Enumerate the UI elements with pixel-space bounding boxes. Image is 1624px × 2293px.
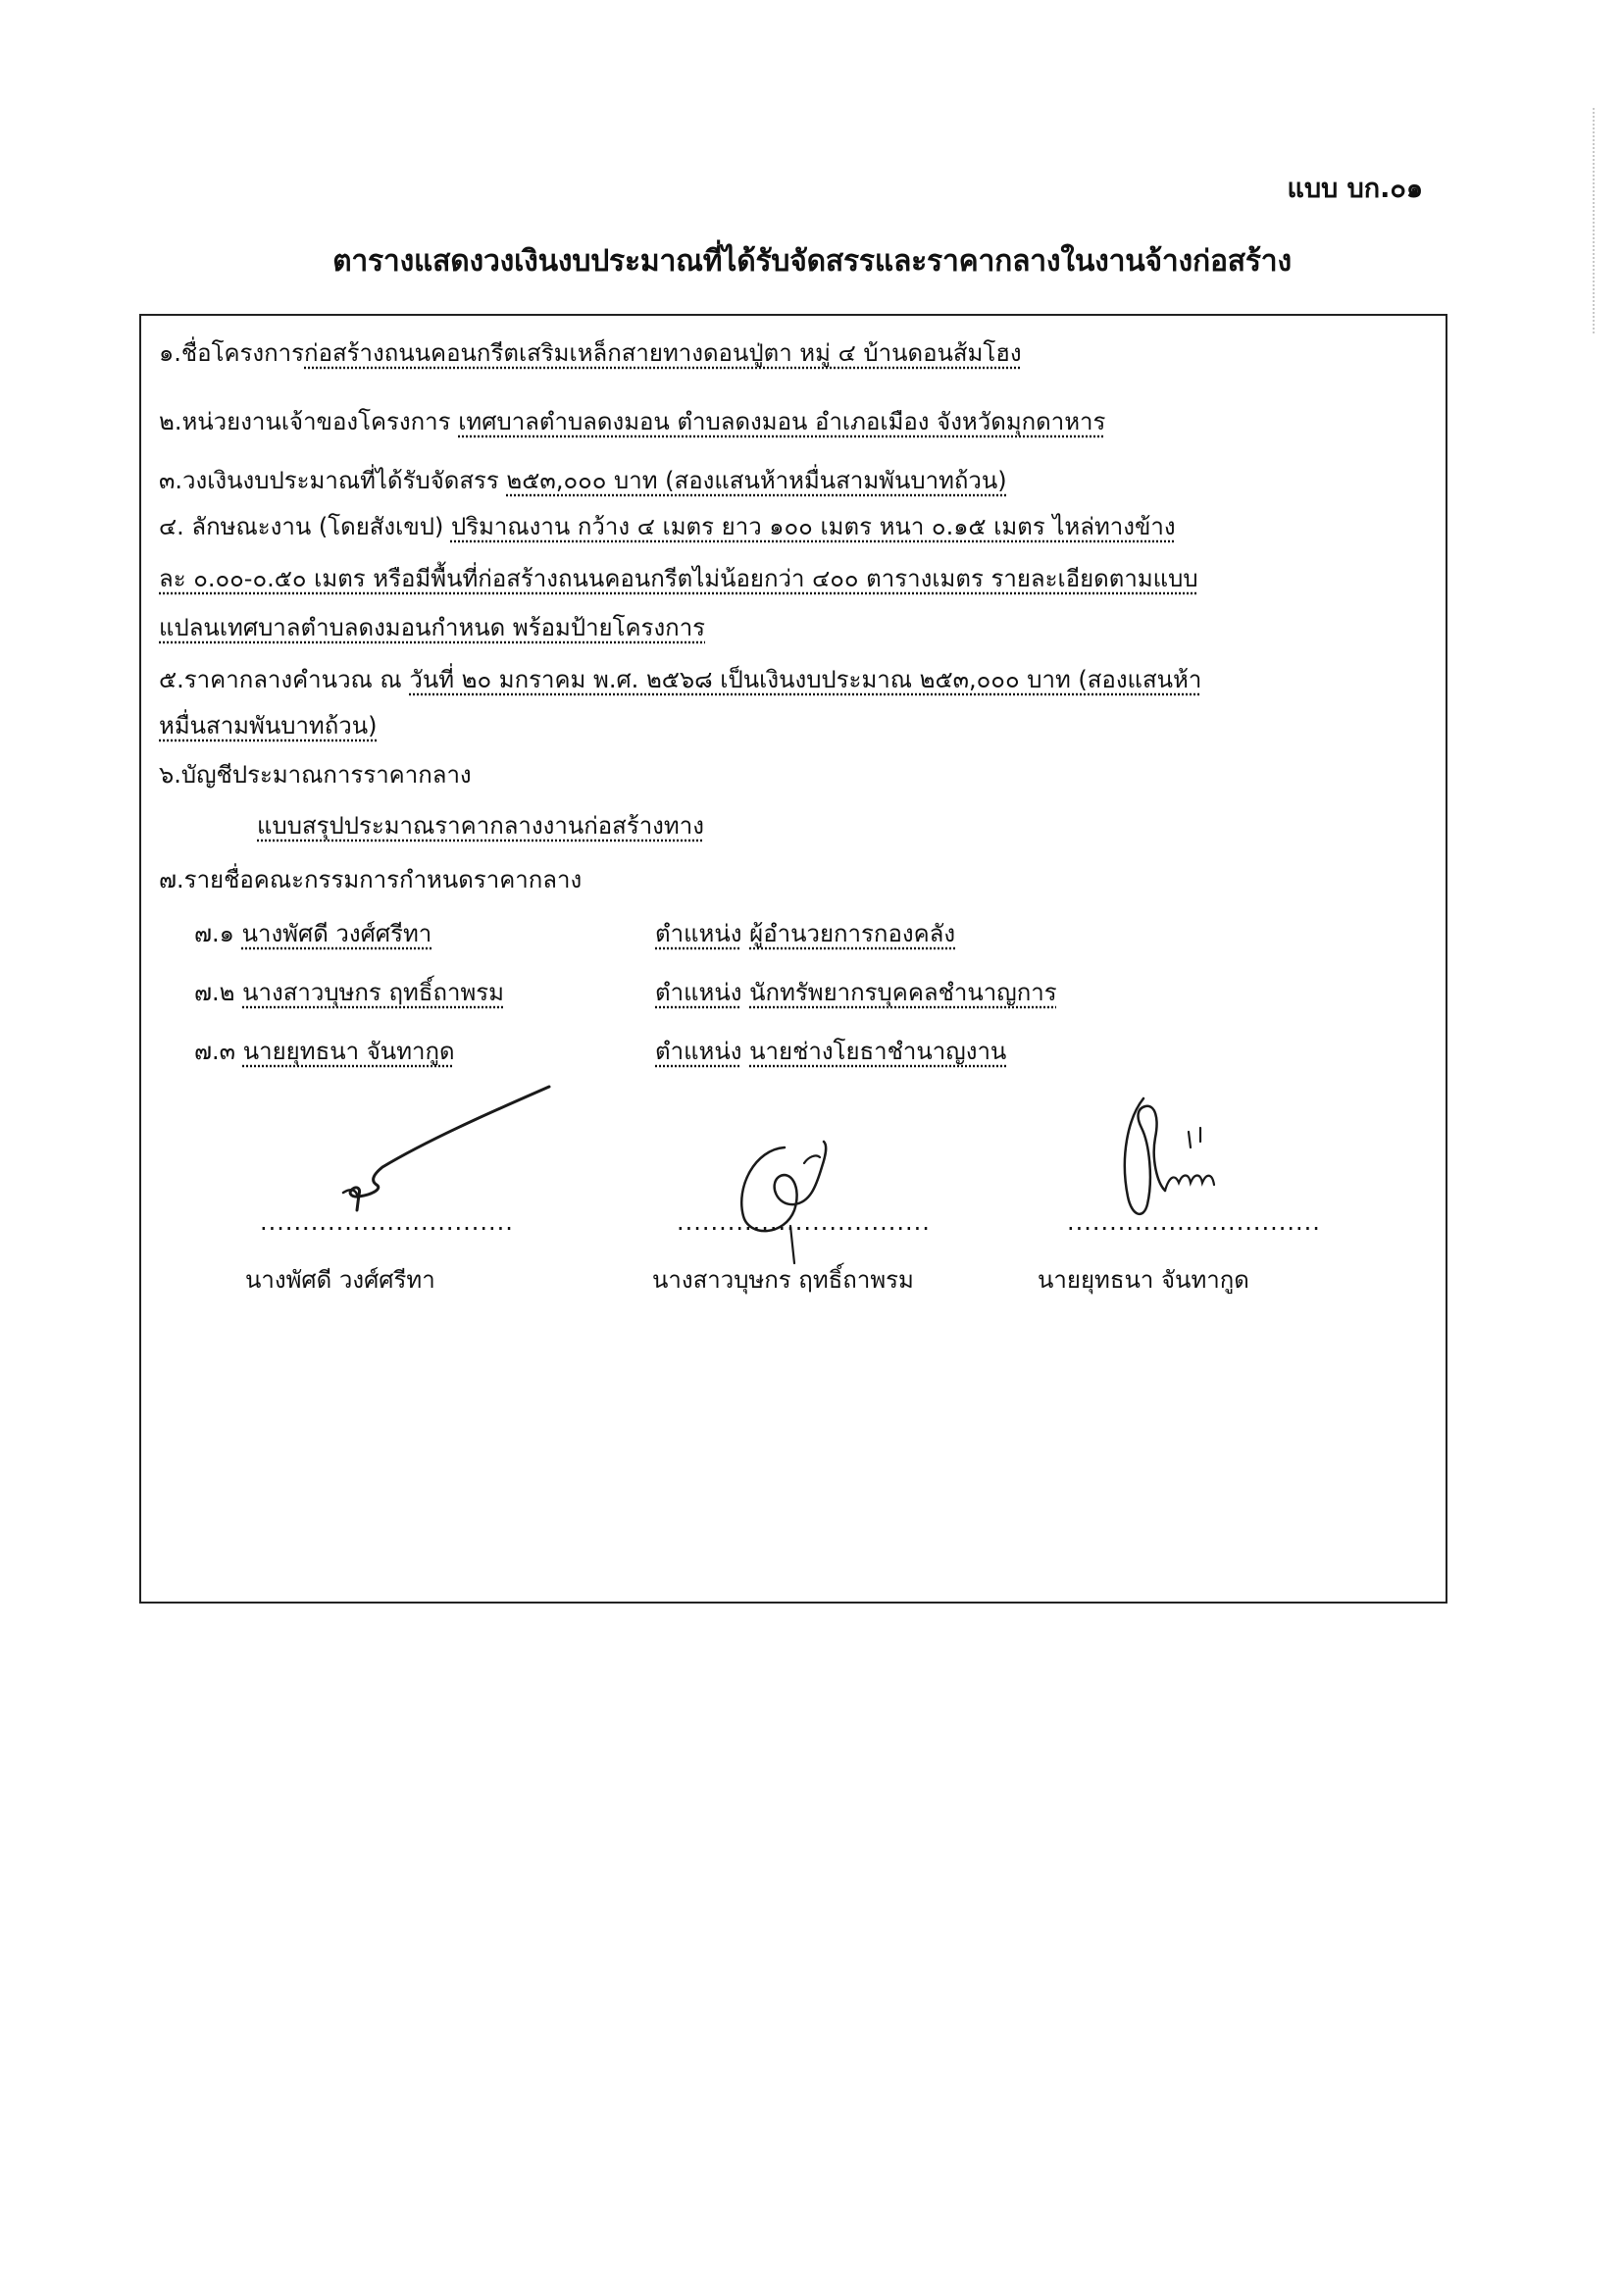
member-position: ผู้อำนวยการกองคลัง	[749, 920, 956, 947]
item4-line1: ปริมาณงาน กว้าง ๔ เมตร ยาว ๑๐๐ เมตร หนา ๐.๑๕ เมตร ไหล่ทางข้าง	[450, 513, 1176, 540]
form-code: แบบ บก.๐๑	[1287, 174, 1423, 204]
item6-sub-row	[257, 811, 704, 841]
item6-sub: แบบสรุปประมาณราคากลางงานก่อสร้างทาง	[257, 812, 704, 840]
item6-row	[159, 760, 472, 790]
position-label: ตำแหน่ง	[655, 979, 742, 1006]
item3-value: ๒๕๓,๐๐๐ บาท (สองแสนห้าหมื่นสามพันบาทถ้วน)	[506, 467, 1007, 494]
committee-position-row	[655, 978, 1057, 1007]
signature-2	[726, 1128, 863, 1265]
position-label: ตำแหน่ง	[655, 920, 742, 947]
signature-1	[314, 1079, 569, 1216]
item2-label: ๒.หน่วยงานเจ้าของโครงการ	[159, 408, 451, 435]
signatory-name: นางพัศดี วงศ์ศรีทา	[245, 1266, 435, 1294]
committee-member-row	[194, 1037, 455, 1066]
item3-row	[159, 466, 1007, 495]
item4-label: ๔. ลักษณะงาน (โดยสังเขป)	[159, 513, 444, 540]
signature-line: ..............................	[260, 1208, 514, 1236]
member-name: นางพัศดี วงศ์ศรีทา	[241, 920, 432, 947]
committee-member-row	[194, 919, 431, 948]
item4-line2: ละ ๐.๐๐-๐.๕๐ เมตร หรือมีพื้นที่ก่อสร้างถนนคอนกรีตไม่น้อยกว่า ๔๐๐ ตารางเมตร รายละเอียดตามแบบ	[159, 565, 1198, 592]
item3-label: ๓.วงเงินงบประมาณที่ได้รับจัดสรร	[159, 467, 499, 494]
member-position: นักทรัพยากรบุคคลชำนาญการ	[749, 979, 1057, 1006]
member-number: ๗.๑	[194, 920, 234, 947]
committee-position-row	[655, 919, 955, 948]
item7-label: ๗.รายชื่อคณะกรรมการกำหนดราคากลาง	[159, 866, 583, 893]
signatory-name: นายยุทธนา จันทากูด	[1038, 1266, 1249, 1294]
item1-label: ๑.ชื่อโครงการ	[159, 339, 305, 367]
item5-line1: วันที่ ๒๐ มกราคม พ.ศ. ๒๕๖๘ เป็นเงินงบประมาณ ๒๕๓,๐๐๐ บาท (สองแสนห้า	[409, 666, 1202, 693]
member-number: ๗.๒	[194, 979, 235, 1006]
page-title: ตารางแสดงวงเงินงบประมาณที่ได้รับจัดสรรและราคากลางในงานจ้างก่อสร้าง	[332, 244, 1292, 279]
member-position: นายช่างโยธาชำนาญงาน	[749, 1038, 1007, 1065]
item2-value: เทศบาลตำบลดงมอน ตำบลดงมอน อำเภอเมือง จังหวัดมุกดาหาร	[458, 408, 1106, 435]
signatory-name: นางสาวบุษกร ฤทธิ์ถาพรม	[652, 1266, 914, 1294]
item1-value: ก่อสร้างถนนคอนกรีตเสริมเหล็กสายทางดอนปู่ตา หมู่ ๔ บ้านดอนส้มโฮง	[304, 339, 1022, 367]
member-name: นายยุทธนา จันทากูด	[242, 1038, 455, 1065]
item1-row	[159, 338, 1022, 368]
item5-line2: หมื่นสามพันบาทถ้วน)	[159, 712, 378, 739]
item2-row	[159, 407, 1105, 436]
signature-line: ..............................	[1067, 1208, 1321, 1236]
item7-row	[159, 865, 582, 894]
position-label: ตำแหน่ง	[655, 1038, 742, 1065]
scan-artifact	[1593, 108, 1597, 333]
item4-row-3	[159, 613, 705, 642]
committee-member-row	[194, 978, 504, 1007]
item5-row-2	[159, 711, 378, 740]
member-number: ๗.๓	[194, 1038, 236, 1065]
item5-row-1	[159, 665, 1201, 694]
item6-label: ๖.บัญชีประมาณการราคากลาง	[159, 761, 472, 789]
committee-position-row	[655, 1037, 1006, 1066]
signature-line: ..............................	[677, 1208, 931, 1236]
member-name: นางสาวบุษกร ฤทธิ์ถาพรม	[242, 979, 504, 1006]
item5-label: ๕.ราคากลางคำนวณ ณ	[159, 666, 402, 693]
details-frame	[139, 314, 1447, 1604]
item4-line3: แปลนเทศบาลตำบลดงมอนกำหนด พร้อมป้ายโครงการ	[159, 614, 706, 641]
item4-row-2	[159, 564, 1198, 593]
item4-row-1	[159, 512, 1176, 541]
